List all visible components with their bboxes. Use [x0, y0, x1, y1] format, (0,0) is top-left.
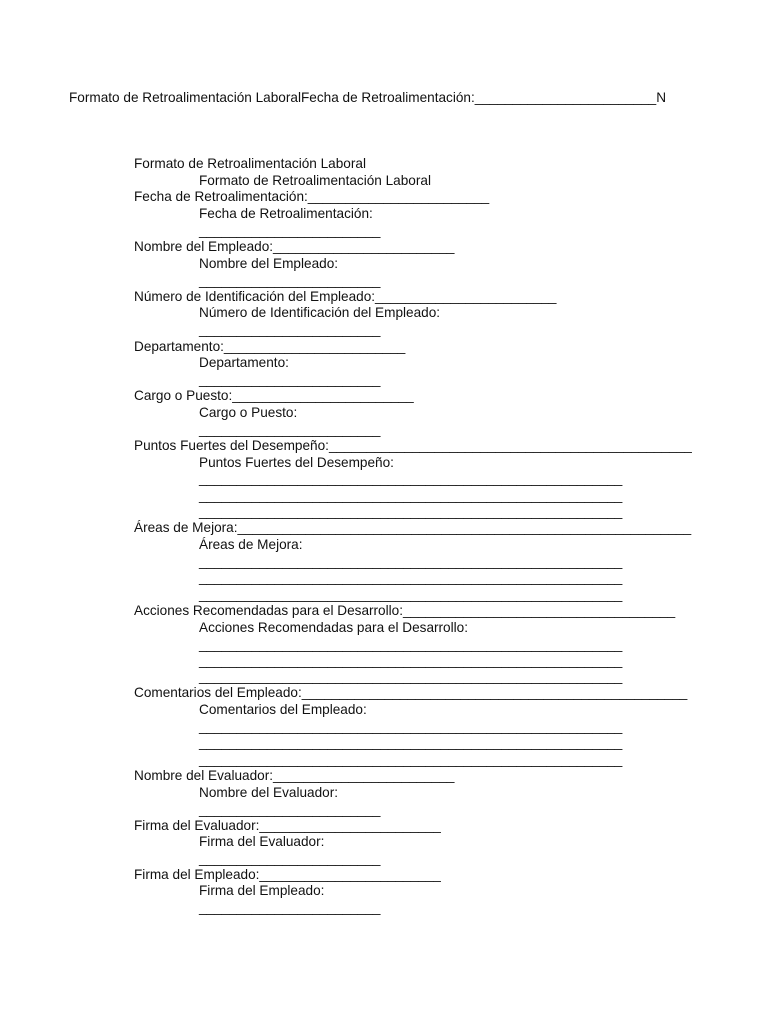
- puntos-fuertes-line-3: ________________________________________________________: [199, 504, 623, 519]
- nombre-evaluador-label: Nombre del Evaluador:________________________: [134, 768, 455, 783]
- firma-evaluador-blank: ________________________: [199, 851, 381, 866]
- puntos-fuertes-label: Puntos Fuertes del Desempeño:________________________________________________: [134, 438, 692, 453]
- nombre-evaluador-blank: ________________________: [199, 802, 381, 817]
- areas-mejora-sub-label: Áreas de Mejora:: [199, 537, 303, 552]
- firma-evaluador-label: Firma del Evaluador:________________________: [134, 818, 441, 833]
- cargo-label: Cargo o Puesto:________________________: [134, 388, 414, 403]
- comentarios-line-3: ________________________________________________________: [199, 752, 623, 767]
- header-text: Formato de Retroalimentación LaboralFecha de Retroalimentación:________________________N: [69, 90, 667, 105]
- numero-id-blank: ________________________: [199, 322, 381, 337]
- departamento-sub-label: Departamento:: [199, 355, 289, 370]
- departamento-blank: ________________________: [199, 372, 381, 387]
- fecha-blank: ________________________: [199, 223, 381, 238]
- areas-mejora-line-1: ________________________________________________________: [199, 554, 623, 569]
- form-title: Formato de Retroalimentación Laboral: [134, 156, 366, 171]
- nombre-empleado-sub-label: Nombre del Empleado:: [199, 256, 339, 271]
- firma-empleado-blank: ________________________: [199, 900, 381, 915]
- acciones-label: Acciones Recomendadas para el Desarrollo:____________________________________: [134, 603, 676, 618]
- areas-mejora-label: Áreas de Mejora:____________________________________________________________: [134, 520, 692, 535]
- comentarios-line-1: ________________________________________________________: [199, 719, 623, 734]
- firma-empleado-label: Firma del Empleado:________________________: [134, 867, 441, 882]
- areas-mejora-line-2: ________________________________________________________: [199, 570, 623, 585]
- acciones-line-1: ________________________________________________________: [199, 637, 623, 652]
- nombre-empleado-blank: ________________________: [199, 273, 381, 288]
- firma-evaluador-sub-label: Firma del Evaluador:: [199, 834, 325, 849]
- cargo-sub-label: Cargo o Puesto:: [199, 405, 298, 420]
- nombre-empleado-label: Nombre del Empleado:________________________: [134, 239, 455, 254]
- puntos-fuertes-line-2: ________________________________________________________: [199, 488, 623, 503]
- numero-id-label: Número de Identificación del Empleado:________________________: [134, 289, 557, 304]
- nombre-evaluador-sub-label: Nombre del Evaluador:: [199, 785, 339, 800]
- acciones-line-3: ________________________________________________________: [199, 669, 623, 684]
- comentarios-sub-label: Comentarios del Empleado:: [199, 702, 367, 717]
- form-title-sub: Formato de Retroalimentación Laboral: [199, 173, 431, 188]
- areas-mejora-line-3: ________________________________________________________: [199, 587, 623, 602]
- puntos-fuertes-sub-label: Puntos Fuertes del Desempeño:: [199, 455, 394, 470]
- acciones-sub-label: Acciones Recomendadas para el Desarrollo:: [199, 620, 468, 635]
- puntos-fuertes-line-1: ________________________________________________________: [199, 471, 623, 486]
- numero-id-sub-label: Número de Identificación del Empleado:: [199, 305, 441, 320]
- fecha-label: Fecha de Retroalimentación:________________________: [134, 189, 490, 204]
- cargo-blank: ________________________: [199, 422, 381, 437]
- acciones-line-2: ________________________________________________________: [199, 653, 623, 668]
- comentarios-label: Comentarios del Empleado:___________________________________________________: [134, 685, 688, 700]
- departamento-label: Departamento:________________________: [134, 339, 406, 354]
- comentarios-line-2: ________________________________________________________: [199, 735, 623, 750]
- fecha-sub-label: Fecha de Retroalimentación:: [199, 206, 373, 221]
- firma-empleado-sub-label: Firma del Empleado:: [199, 883, 325, 898]
